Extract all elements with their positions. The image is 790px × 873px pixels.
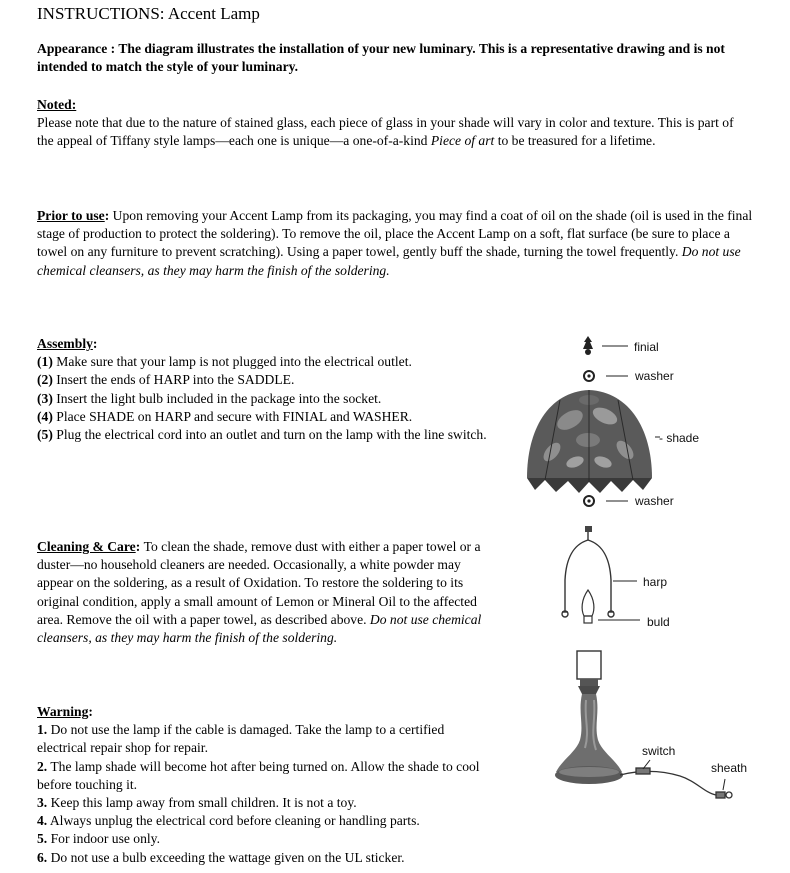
prior-text: Upon removing your Accent Lamp from its packaging, you may find a coat of oil on the shade (oil is used in the final stage of production to protect the soldering). To remove the oil, place the Accent Lamp on a soft, flat surface (be sure to place a towel on any furniture to prevent scratching). Using a paper towel, gently buff the shade, turning the towel frequently. [37, 208, 753, 260]
bulb-icon [582, 590, 594, 623]
warning-item: 3. Keep this lamp away from small children. It is not a toy. [37, 795, 357, 811]
prior-colon: : [104, 208, 113, 223]
assembly-section [37, 335, 499, 444]
label-sheath: sheath [711, 761, 748, 775]
appearance-heading: Appearance : [37, 41, 119, 56]
label-washer-top: washer [635, 369, 674, 383]
warning-item: 6. Do not use a bulb exceeding the wattage given on the UL sticker. [37, 849, 405, 865]
noted-heading: Noted: [37, 97, 77, 112]
cleaning-colon: : [135, 539, 144, 554]
warning-item: 2. The lamp shade will become hot after being turned on. Allow the shade to cool before touching it. [37, 758, 480, 792]
label-switch: switch [642, 744, 676, 758]
label-buld: buld [647, 615, 670, 629]
appearance-section [37, 40, 737, 76]
prior-section [37, 207, 753, 280]
warning-colon: : [88, 704, 93, 719]
prior-heading: Prior to use [37, 208, 105, 223]
warning-heading: Warning [37, 704, 89, 719]
cleaning-section [37, 538, 497, 647]
washer-bottom-icon [584, 496, 594, 506]
lamp-base-icon [555, 651, 623, 784]
page-title: INSTRUCTIONS: Accent Lamp [37, 4, 260, 23]
assembly-heading: Assembly [37, 336, 93, 351]
washer-top-icon [584, 371, 594, 381]
label-shade: - shade [659, 431, 700, 445]
harp-icon [562, 526, 614, 617]
assembly-step: (3) Insert the light bulb included in the package into the socket. [37, 390, 382, 406]
label-finial: finial [634, 340, 659, 354]
noted-italic: Piece of art [430, 133, 495, 149]
noted-text-end: to be treasured for a lifetime. [494, 133, 656, 149]
assembly-step: (4) Place SHADE on HARP and secure with FINIAL and WASHER. [37, 408, 413, 424]
label-harp: harp [643, 575, 668, 589]
assembly-step: (5) Plug the electrical cord into an outlet and turn on the lamp with the line switch. [37, 427, 487, 443]
label-washer-bottom: washer [635, 494, 674, 508]
finial-icon [583, 336, 593, 355]
warning-item: 5. For indoor use only. [37, 831, 160, 847]
cleaning-italic: Do not use chemical cleansers, as they may harm the finish of the soldering. [37, 611, 482, 646]
cleaning-heading: Cleaning & Care [37, 539, 136, 554]
warning-item: 1. Do not use the lamp if the cable is damaged. Take the lamp to a certified electrical repair shop for repair. [37, 722, 445, 756]
appearance-text: The diagram illustrates the installation of your new luminary. This is a representative drawing and is not intended to match the style of your luminary. [37, 41, 725, 75]
assembly-step: (2) Insert the ends of HARP into the SADDLE. [37, 372, 295, 388]
assembly-colon: : [92, 336, 98, 351]
prior-italic: Do not use chemical cleansers, as they may harm the finish of the soldering. [37, 244, 741, 278]
warning-item: 4. Always unplug the electrical cord before cleaning or handling parts. [37, 813, 420, 829]
noted-text: Please note that due to the nature of stained glass, each piece of glass in your shade will vary in color and texture. This is part of the appeal of Tiffany style lamps—each one is unique—a one-of-a-kind [37, 115, 734, 149]
assembly-step: (1) Make sure that your lamp is not plugged into the electrical outlet. [37, 354, 412, 370]
cleaning-text: To clean the shade, remove dust with either a paper towel or a duster—no household cleaners are needed. Occasionally, a white powder may appear on the soldering, as a result of Oxidation. To restore the soldering to its original condition, apply a small amount of Lemon or Mineral Oil to the affected area. Remove the oil with a paper towel, as described above. [37, 539, 481, 627]
warning-section [37, 703, 497, 867]
noted-section [37, 96, 747, 151]
shade-icon [527, 390, 652, 493]
